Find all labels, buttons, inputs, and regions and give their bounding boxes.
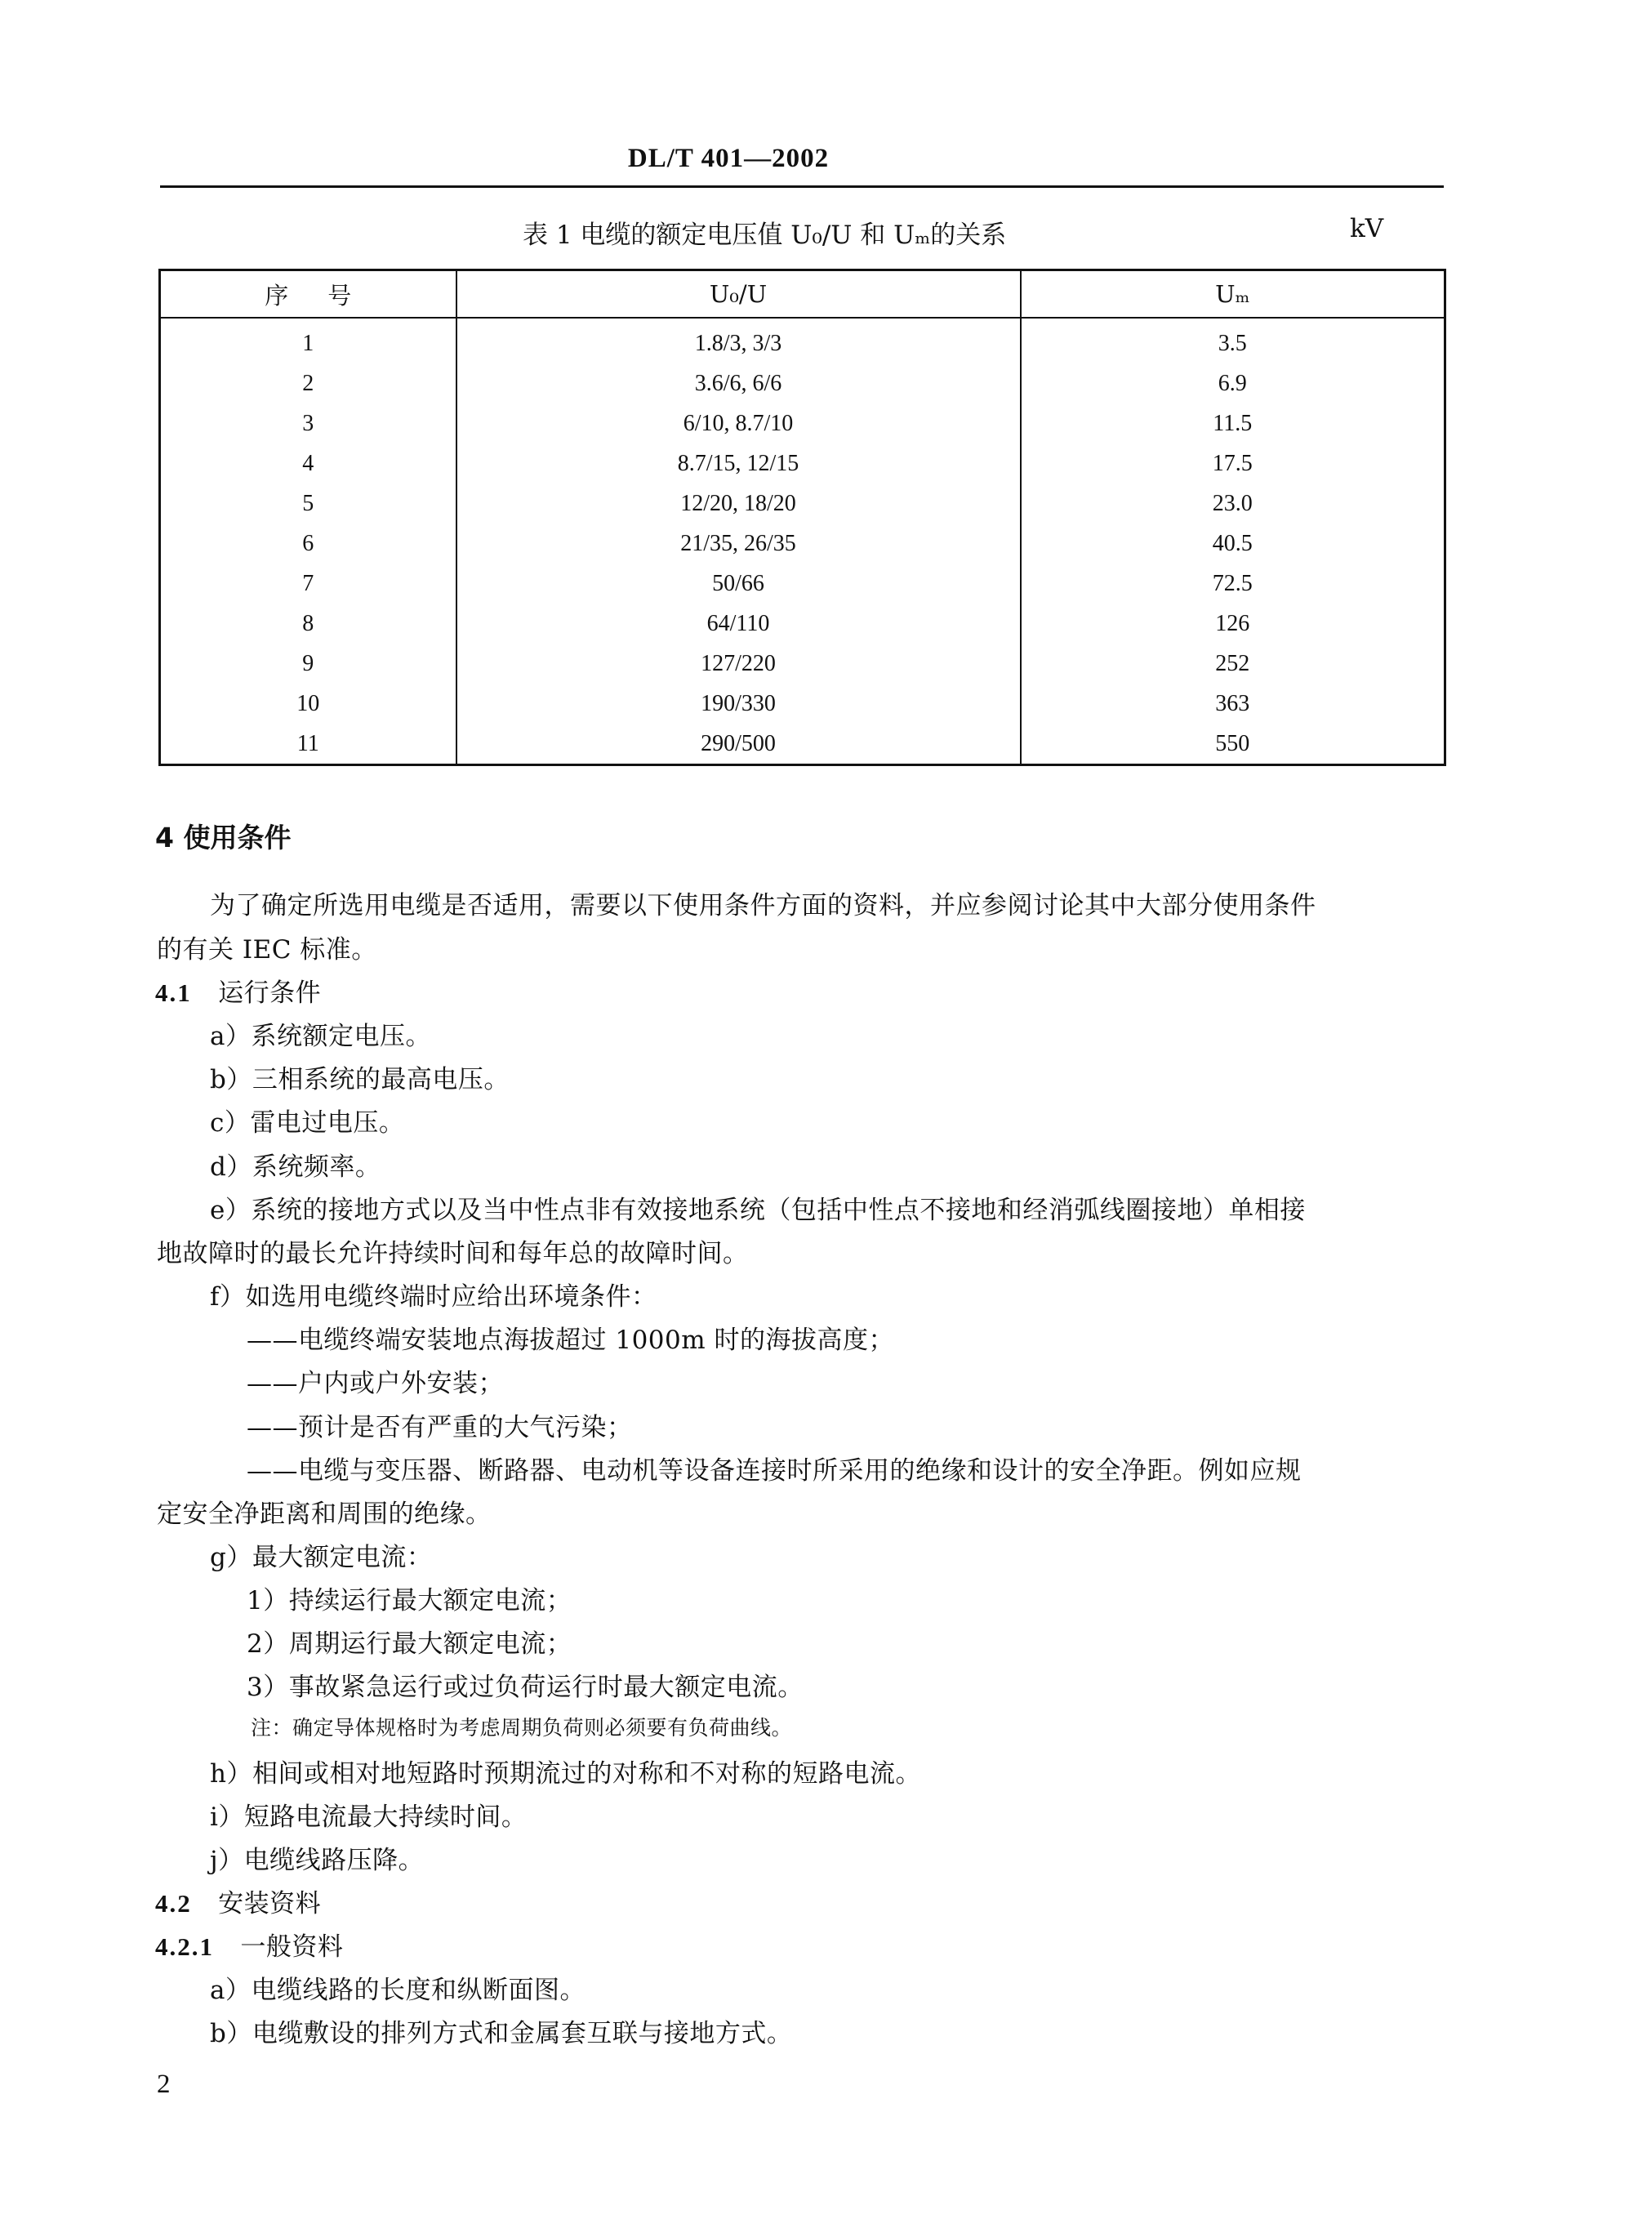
table-row (160, 644, 1445, 684)
table-row (160, 684, 1445, 724)
table-row (160, 564, 1445, 604)
list-item: c）雷电过电压。 (210, 1108, 405, 1138)
table-cell: 190/330 (456, 684, 1021, 724)
numbered-item: 3）事故紧急运行或过负荷运行时最大额定电流。 (247, 1673, 804, 1702)
table-row (160, 604, 1445, 644)
standard-code: DL/T 401—2002 (627, 144, 830, 173)
table-cell: 550 (1021, 724, 1445, 765)
subsection-heading (155, 1883, 321, 1919)
table-cell: 290/500 (456, 724, 1021, 765)
list-item: b）电缆敷设的排列方式和金属套互联与接地方式。 (210, 2019, 793, 2048)
table-cell: 3.5 (1021, 318, 1445, 363)
table-cell: 1 (160, 318, 456, 363)
page-number: 2 (157, 2070, 171, 2099)
table-cell: 126 (1021, 604, 1445, 644)
list-item: h）相间或相对地短路时预期流过的对称和不对称的短路电流。 (210, 1759, 921, 1789)
list-item: g）最大额定电流： (210, 1543, 433, 1572)
voltage-table (158, 269, 1446, 766)
table-cell: 8.7/15, 12/15 (456, 443, 1021, 483)
table-cell: 17.5 (1021, 443, 1445, 483)
table-cell: 11 (160, 724, 456, 765)
table-row (160, 403, 1445, 443)
table-cell: 6/10, 8.7/10 (456, 403, 1021, 443)
dash-item-continuation: 定安全净距离和周围的绝缘。 (157, 1500, 492, 1529)
section-title: 4 使用条件 (155, 822, 292, 853)
column-header-um: Uₘ (1021, 270, 1445, 319)
list-item: i）短路电流最大持续时间。 (210, 1803, 528, 1832)
table-cell: 1.8/3, 3/3 (456, 318, 1021, 363)
subsection-title: 一般资料 (240, 1932, 344, 1962)
table-cell: 72.5 (1021, 564, 1445, 604)
list-item: e）系统的接地方式以及当中性点非有效接地系统（包括中性点不接地和经消弧线圈接地）单相接 (210, 1196, 1306, 1225)
paragraph-line: 为了确定所选用电缆是否适用，需要以下使用条件方面的资料，并应参阅讨论其中大部分使用条件 (210, 891, 1316, 920)
table-cell: 11.5 (1021, 403, 1445, 443)
list-item: d）系统频率。 (210, 1152, 381, 1182)
subsection-number: 4.2.1 (155, 1932, 214, 1961)
table-row (160, 524, 1445, 564)
numbered-item: 1）持续运行最大额定电流； (247, 1586, 572, 1615)
table-cell: 4 (160, 443, 456, 483)
column-header-char: 序 (265, 281, 289, 310)
table-cell: 12/20, 18/20 (456, 483, 1021, 524)
subsection-heading (155, 972, 321, 1009)
table-caption: 表 1 电缆的额定电压值 U₀/U 和 Uₘ的关系 (523, 221, 1007, 250)
list-item-continuation: 地故障时的最长允许持续时间和每年总的故障时间。 (157, 1239, 749, 1268)
table-cell: 6.9 (1021, 363, 1445, 403)
list-item: b）三相系统的最高电压。 (210, 1065, 510, 1094)
table-cell: 3.6/6, 6/6 (456, 363, 1021, 403)
table-row (160, 363, 1445, 403)
list-item: f）如选用电缆终端时应给出环境条件： (210, 1282, 657, 1312)
dash-item: ——户内或户外安装； (247, 1369, 504, 1398)
table-row (160, 443, 1445, 483)
table-cell: 363 (1021, 684, 1445, 724)
subsection-title: 安装资料 (218, 1889, 322, 1918)
table-row (160, 318, 1445, 363)
list-item: j）电缆线路压降。 (210, 1846, 425, 1875)
table-header-row (160, 270, 1445, 319)
numbered-item: 2）周期运行最大额定电流； (247, 1629, 572, 1659)
table-cell: 2 (160, 363, 456, 403)
table-cell: 23.0 (1021, 483, 1445, 524)
table-row (160, 483, 1445, 524)
table-unit: kV (1350, 214, 1384, 243)
table-row (160, 724, 1445, 765)
column-header-u0u: U₀/U (456, 270, 1021, 319)
table-cell: 64/110 (456, 604, 1021, 644)
table-cell: 7 (160, 564, 456, 604)
subsection-heading (155, 1926, 343, 1963)
table-cell: 8 (160, 604, 456, 644)
table-cell: 9 (160, 644, 456, 684)
table-cell: 5 (160, 483, 456, 524)
header-rule (160, 185, 1444, 188)
list-item: a）电缆线路的长度和纵断面图。 (210, 1976, 586, 2005)
table-cell: 6 (160, 524, 456, 564)
subsection-number: 4.1 (155, 978, 192, 1007)
table-cell: 21/35, 26/35 (456, 524, 1021, 564)
table-cell: 50/66 (456, 564, 1021, 604)
dash-item: ——电缆与变压器、断路器、电动机等设备连接时所采用的绝缘和设计的安全净距。例如应规 (247, 1456, 1302, 1486)
subsection-number: 4.2 (155, 1889, 192, 1918)
table-cell: 10 (160, 684, 456, 724)
note: 注：确定导体规格时为考虑周期负荷则必须要有负荷曲线。 (251, 1716, 793, 1740)
column-header-index (160, 270, 456, 319)
dash-item: ——电缆终端安装地点海拔超过 1000m 时的海拔高度； (247, 1326, 894, 1355)
table-cell: 252 (1021, 644, 1445, 684)
list-item: a）系统额定电压。 (210, 1022, 431, 1051)
subsection-title: 运行条件 (218, 978, 322, 1008)
table-cell: 127/220 (456, 644, 1021, 684)
table-cell: 40.5 (1021, 524, 1445, 564)
column-header-char: 号 (327, 281, 352, 310)
table-cell: 3 (160, 403, 456, 443)
dash-item: ——预计是否有严重的大气污染； (247, 1413, 633, 1442)
paragraph-line: 的有关 IEC 标准。 (157, 935, 377, 965)
